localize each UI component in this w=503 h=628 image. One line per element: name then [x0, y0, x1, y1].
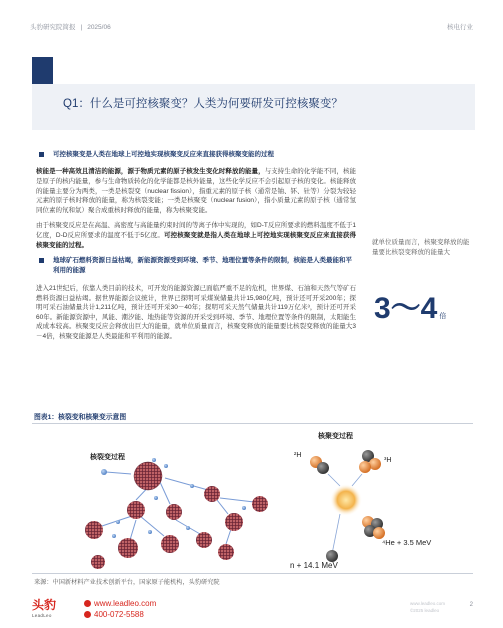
globe-icon [84, 600, 91, 607]
fission-fusion-diagram [32, 424, 473, 573]
website-row [84, 598, 156, 609]
company-logo [32, 596, 56, 618]
fission-fragment-icon [91, 555, 105, 569]
bullet-square-icon [39, 258, 44, 263]
para2-rest: 由于核聚变反应是在高温、高密度与高能量约束时间的等离子体中实现的，如D-T反应所要求的燃料温度不低于1亿度，D-D反应所要求的温度不低于5亿度。 [36, 222, 356, 239]
big-stat [374, 292, 446, 334]
footer-faint-text [410, 600, 445, 614]
page-footer [30, 594, 473, 624]
section2-heading-text: 地球矿石燃料资源日益枯竭，新能源资源受到环境、季节、地理位置等条件的限制，核能是人类最能和平利用的能源 [53, 257, 352, 274]
website-link[interactable]: www.leadleo.com [94, 599, 157, 608]
helium-label: ⁴He + 3.5 MeV [382, 538, 432, 547]
faint-site: www.leadleo.com [409, 601, 445, 606]
incoming-neutron-icon [101, 469, 107, 475]
helium-nucleus-icon [362, 516, 385, 539]
question-title: Q1：什么是可控核聚变？人类为何要研发可控核聚变？ [63, 98, 343, 110]
section2-heading [36, 256, 356, 275]
fission-fragment-icon [118, 538, 138, 558]
publisher-name: 头豹研究院简报 [30, 24, 76, 31]
fission-fragment-icon [252, 496, 268, 512]
main-content [36, 150, 356, 342]
big-stat-unit: 倍 [439, 313, 447, 320]
tritium-nucleus-icon [359, 450, 381, 473]
fission-label: 核裂变过程 [90, 454, 125, 461]
para1-rest: 与支持生命的化学能不同，核能是原子的核内能量，参与生命物质转化的化学能都是核外能量，这些化学反应不会引起原子核的变化。核能释放的能量主要分为两类，一类是核裂变（nuclear fission），指重元素的原子核（通常是铀、钚、钍等）分裂为较轻元素的原子核时释放的能量，称为核裂变能；一类是核聚变（nuclear fusion），指小质量元素的原子核（通常氢同位素的氘和氚）聚合成重核时释放的能量，称为核聚变能。 [36, 168, 356, 214]
phone-number: 400-072-5588 [94, 610, 144, 619]
para2-bold: 可控核聚变就是指人类在地球上可控地实现核聚变反应来直接获得核聚变能的过程。 [36, 231, 357, 249]
fission-fragment-icon [161, 535, 179, 553]
faint-copyright: ©2025 leadleo [409, 608, 440, 613]
neutron-path [332, 514, 340, 554]
section2-paragraph: 进入21世纪后，依靠人类目前的技术，可开发的能源资源已面临严重不足的危机，世界煤、石油和天然气等矿石燃料资源日益枯竭。据世界能源会议统计，世界已探明可采煤炭储量共计15,980亿吨，预计还可开采200年；探明可采石油储量共计1,211亿吨，预计还可开采30－40年；探明可采天然气储量共计119万亿米³，预计还可开采60年。新能源资源中，风能、潮汐能、地热能等资源的开采受到环境、季节、地理位置等条件的限制，太阳能生成成本较高。核聚变反应会释放出巨大的能量，就单位质量而言，核聚变释放的能量要比核裂变释放的能量大3－4倍，核聚变能源是人类最能和平利用的能源。 [36, 284, 356, 340]
section1-heading-text: 可控核聚变是人类在地球上可控地实现核聚变反应来直接获得核聚变能的过程 [53, 151, 274, 158]
bullet-square-icon [39, 152, 44, 157]
logo-chinese: 头豹 [32, 598, 57, 612]
neutron-label: n + 14.1 MeV [290, 561, 338, 570]
contact-info [84, 598, 156, 620]
fission-fragment-icon [85, 521, 103, 539]
tritium-label: ³H [384, 457, 392, 464]
header-separator: | [80, 24, 83, 31]
released-neutrons [112, 458, 246, 538]
fission-fragment-icon [225, 513, 243, 531]
figure-bottom-rule [32, 573, 473, 574]
phone-icon [84, 611, 91, 618]
report-date: 2025/06 [87, 24, 111, 31]
figure-title: 图表1：核裂变和核聚变示意图 [34, 414, 127, 421]
industry-label: 核电行业 [447, 24, 473, 31]
para1-bold: 核能是一种高效且清洁的能源，源于物质元素的原子核发生变化时释放的能量， [36, 168, 265, 176]
fission-fragment-icon [218, 544, 234, 560]
sidebar-note: 就单位质量而言，核聚变释放的能量要比核裂变释放的能量大 [372, 239, 470, 256]
deuterium-label: ²H [294, 452, 302, 459]
deuterium-nucleus-icon [310, 456, 329, 474]
section1-paragraph1 [36, 167, 356, 215]
fusion-glow-icon [330, 484, 362, 516]
page-number: 2 [469, 602, 473, 608]
big-stat-value: 3～4 [374, 292, 438, 325]
phone-row [84, 609, 156, 620]
uranium-nucleus-icon [134, 462, 162, 490]
header-left [30, 22, 111, 36]
page-header [30, 22, 473, 36]
fission-fragment-icon [196, 532, 212, 548]
fission-fragment-icon [204, 486, 220, 502]
fission-fragment-icon [166, 504, 182, 520]
logo-english: LeadLeo [32, 613, 52, 618]
accent-block [32, 57, 53, 84]
section1-paragraph2 [36, 221, 356, 250]
section1-heading [36, 150, 356, 159]
fission-fragment-icon [127, 501, 145, 519]
figure-source: 来源：中国新材料产业技术创新平台，国家原子能机构，头豹研究院 [34, 579, 220, 586]
fusion-label: 核聚变过程 [318, 433, 353, 440]
